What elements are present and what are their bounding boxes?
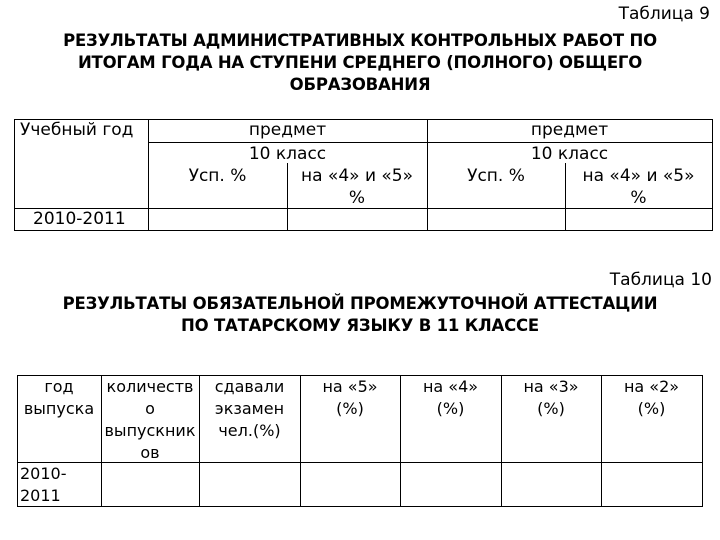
table10-header-count-line2: о bbox=[145, 399, 155, 418]
table10-header-g2 bbox=[601, 376, 702, 420]
table10-header-g2-line2: (%) bbox=[637, 399, 666, 418]
table10-title-line-1: РЕЗУЛЬТАТЫ ОБЯЗАТЕЛЬНОЙ ПРОМЕЖУТОЧНОЙ АТТЕСТАЦИИ bbox=[62, 294, 658, 313]
table10-header-g5-line2: (%) bbox=[336, 399, 364, 418]
table10-header-took bbox=[199, 376, 300, 442]
table10-header-count-line4: ов bbox=[140, 443, 160, 462]
table9-row-year: 2010-2011 bbox=[33, 209, 126, 229]
table10-header-took-line3: чел.(%) bbox=[218, 421, 281, 440]
table9-title bbox=[0, 30, 720, 96]
table10-header-g5 bbox=[300, 376, 400, 420]
table10-header-took-line1: сдавали bbox=[214, 377, 285, 396]
table9-group1-45-line2: % bbox=[348, 188, 366, 208]
table10-header-took-line2: экзамен bbox=[214, 399, 285, 418]
table9-title-line-2: ИТОГАМ ГОДА НА СТУПЕНИ СРЕДНЕГО (ПОЛНОГО) ОБЩЕГО bbox=[77, 53, 643, 72]
table10-header-g5-line1: на «5» bbox=[322, 377, 378, 396]
table10-row-year-line2: 2011 bbox=[20, 486, 61, 505]
table10-title bbox=[0, 293, 720, 337]
table9-header-year: Учебный год bbox=[20, 120, 134, 140]
table9-group2-45-line1: на «4» и «5» bbox=[582, 166, 695, 186]
table10-header-g3 bbox=[501, 376, 601, 420]
table10-row-year bbox=[20, 463, 67, 507]
table9-group1-usp: Усп. % bbox=[188, 166, 247, 186]
table9-group1-subject: предмет bbox=[248, 120, 327, 140]
table9-group2-subject: предмет bbox=[530, 120, 609, 140]
table10-header-g3-line2: (%) bbox=[537, 399, 565, 418]
table9-group1-45-line1: на «4» и «5» bbox=[300, 166, 414, 186]
table10-caption: Таблица 10 bbox=[609, 270, 712, 290]
table10-header-year-line1: год bbox=[44, 377, 74, 396]
table9-group2-45-line2: % bbox=[630, 188, 647, 208]
table9-group2-usp: Усп. % bbox=[467, 166, 525, 186]
table10-row-year-line1: 2010- bbox=[20, 464, 67, 483]
table9-group2-grade: 10 класс bbox=[530, 144, 609, 164]
table10-header-year-line2: выпуска bbox=[23, 399, 95, 418]
table10-header-g4-line1: на «4» bbox=[422, 377, 479, 396]
table10-title-line-2: ПО ТАТАРСКОМУ ЯЗЫКУ В 11 КЛАССЕ bbox=[181, 316, 539, 335]
table10-header-g2-line1: на «2» bbox=[623, 377, 680, 396]
table10-header-g3-line1: на «3» bbox=[523, 377, 579, 396]
table10-header-g4 bbox=[400, 376, 501, 420]
table9-title-line-1: РЕЗУЛЬТАТЫ АДМИНИСТРАТИВНЫХ КОНТРОЛЬНЫХ РАБОТ ПО bbox=[63, 31, 657, 50]
table9-group1-grade: 10 класс bbox=[248, 144, 327, 164]
table10-header-count-line3: выпускник bbox=[104, 421, 196, 440]
table10-header-year bbox=[17, 376, 101, 420]
table9-title-line-3: ОБРАЗОВАНИЯ bbox=[289, 75, 431, 94]
table10-header-count bbox=[101, 376, 199, 464]
table10-header-g4-line2: (%) bbox=[436, 399, 465, 418]
table10-header-count-line1: количеств bbox=[106, 377, 194, 396]
table9-caption: Таблица 9 bbox=[618, 4, 710, 24]
